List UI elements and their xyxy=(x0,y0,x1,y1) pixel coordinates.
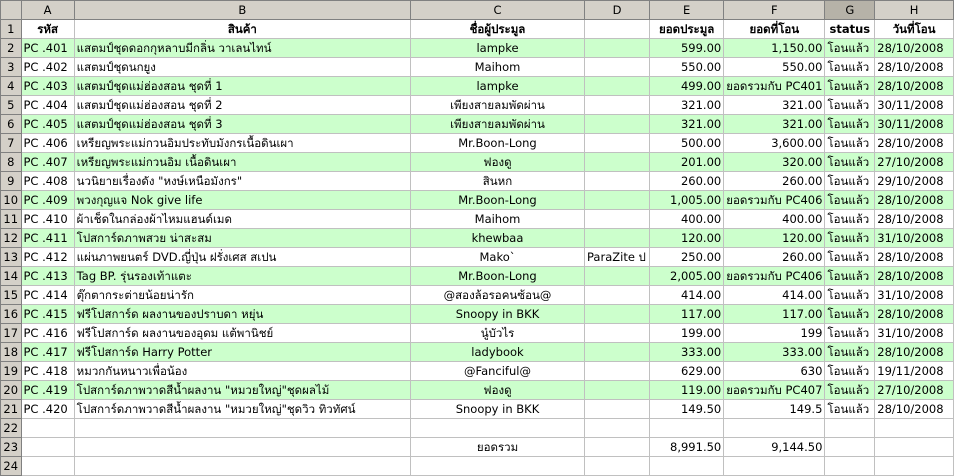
cell-transfer-amount[interactable]: 260.00 xyxy=(724,172,825,191)
cell-transfer-amount[interactable]: 550.00 xyxy=(724,58,825,77)
table-row xyxy=(1,153,954,172)
cell-transfer-date[interactable]: 19/11/2008 xyxy=(875,362,954,381)
cell-transfer-date[interactable]: 28/10/2008 xyxy=(875,77,954,96)
cell-status[interactable]: โอนแล้ว xyxy=(825,400,875,419)
cell-status[interactable]: โอนแล้ว xyxy=(825,115,875,134)
cell-bidder[interactable]: Mako` xyxy=(411,248,585,267)
cell-transfer-amount[interactable]: 630 xyxy=(724,362,825,381)
row-header[interactable]: 20 xyxy=(1,381,22,400)
cell-code[interactable]: PC .417 xyxy=(21,343,74,362)
cell-d[interactable] xyxy=(585,115,650,134)
cell-header-transfer-date[interactable]: วันที่โอน xyxy=(875,20,954,39)
cell-product[interactable]: แสตมป์ชุดนกยูง xyxy=(74,58,410,77)
cell-transfer-amount[interactable]: ยอดรวมกับ PC406 xyxy=(724,191,825,210)
cell-product[interactable]: พวงกุญแจ Nok give life xyxy=(74,191,410,210)
cell-status[interactable]: โอนแล้ว xyxy=(825,134,875,153)
cell-header-code[interactable]: รหัส xyxy=(21,20,74,39)
cell-transfer-date[interactable]: 28/10/2008 xyxy=(875,39,954,58)
cell-status[interactable]: โอนแล้ว xyxy=(825,229,875,248)
cell-transfer-amount[interactable]: 414.00 xyxy=(724,286,825,305)
row-header[interactable]: 10 xyxy=(1,191,22,210)
cell-transfer-amount[interactable]: 333.00 xyxy=(724,343,825,362)
cell-code[interactable] xyxy=(21,438,74,457)
cell-transfer-date[interactable]: 27/10/2008 xyxy=(875,381,954,400)
cell-status[interactable]: โอนแล้ว xyxy=(825,362,875,381)
cell-product[interactable]: โปสการ์ดภาพวาดสีน้ำผลงาน "หมวยใหญ่"ชุดผลไม้ xyxy=(74,381,410,400)
row-header[interactable]: 3 xyxy=(1,58,22,77)
cell-bid-amount[interactable]: 149.50 xyxy=(650,400,724,419)
row-header[interactable]: 12 xyxy=(1,229,22,248)
cell-bid-amount[interactable]: 1,005.00 xyxy=(650,191,724,210)
cell-product[interactable]: เหรียญพระแม่กวนอิมประทับมังกรเนื้อดินเผา xyxy=(74,134,410,153)
cell-header-status[interactable]: status xyxy=(825,20,875,39)
row-header[interactable]: 21 xyxy=(1,400,22,419)
table-row xyxy=(1,77,954,96)
cell-product[interactable]: ฟรีโปสการ์ด Harry Potter xyxy=(74,343,410,362)
cell-transfer-date[interactable]: 31/10/2008 xyxy=(875,286,954,305)
cell-status[interactable]: โอนแล้ว xyxy=(825,153,875,172)
cell-code[interactable] xyxy=(21,457,74,476)
cell-transfer-date[interactable]: 28/10/2008 xyxy=(875,210,954,229)
cell-header-d[interactable] xyxy=(585,20,650,39)
cell-bidder[interactable]: ฟองดู xyxy=(411,153,585,172)
cell-transfer-date[interactable]: 30/11/2008 xyxy=(875,115,954,134)
cell-transfer-date[interactable] xyxy=(875,419,954,438)
column-header-c[interactable]: C xyxy=(411,1,585,20)
cell-code[interactable]: PC .416 xyxy=(21,324,74,343)
row-header[interactable]: 11 xyxy=(1,210,22,229)
cell-transfer-date[interactable]: 28/10/2008 xyxy=(875,248,954,267)
row-header[interactable]: 15 xyxy=(1,286,22,305)
cell-bid-amount[interactable]: 414.00 xyxy=(650,286,724,305)
column-header-a[interactable]: A xyxy=(21,1,74,20)
cell-product[interactable]: หมวกกันหนาวเพื่อน้อง xyxy=(74,362,410,381)
cell-transfer-date[interactable]: 30/11/2008 xyxy=(875,96,954,115)
cell-code[interactable]: PC .404 xyxy=(21,96,74,115)
cell-transfer-amount[interactable]: ยอดรวมกับ PC407 xyxy=(724,381,825,400)
cell-d[interactable] xyxy=(585,77,650,96)
row-header[interactable]: 19 xyxy=(1,362,22,381)
cell-product[interactable] xyxy=(74,419,410,438)
table-row xyxy=(1,191,954,210)
cell-product[interactable]: แสตมป์ชุดดอกกุหลาบมีกลิ่น วาเลนไทน์ xyxy=(74,39,410,58)
cell-d[interactable] xyxy=(585,438,650,457)
cell-bidder[interactable]: ladybook xyxy=(411,343,585,362)
cell-status[interactable]: โอนแล้ว xyxy=(825,191,875,210)
cell-status[interactable]: โอนแล้ว xyxy=(825,77,875,96)
cell-product[interactable]: เหรียญพระแม่กวนอิม เนื้อดินเผา xyxy=(74,153,410,172)
cell-status[interactable] xyxy=(825,419,875,438)
cell-code[interactable]: PC .405 xyxy=(21,115,74,134)
cell-bid-amount[interactable]: 629.00 xyxy=(650,362,724,381)
cell-bid-amount[interactable]: 120.00 xyxy=(650,229,724,248)
cell-product[interactable]: แสตมป์ชุดแม่ฮ่องสอน ชุดที่ 1 xyxy=(74,77,410,96)
cell-bid-amount[interactable]: 8,991.50 xyxy=(650,438,724,457)
cell-code[interactable] xyxy=(21,419,74,438)
cell-bid-amount[interactable]: 599.00 xyxy=(650,39,724,58)
cell-bidder[interactable]: lampke xyxy=(411,39,585,58)
table-row xyxy=(1,305,954,324)
cell-transfer-date[interactable]: 28/10/2008 xyxy=(875,191,954,210)
cell-d[interactable] xyxy=(585,58,650,77)
cell-bid-amount[interactable]: 199.00 xyxy=(650,324,724,343)
cell-bid-amount[interactable]: 321.00 xyxy=(650,96,724,115)
table-row xyxy=(1,267,954,286)
row-header[interactable]: 18 xyxy=(1,343,22,362)
row-header[interactable]: 17 xyxy=(1,324,22,343)
cell-transfer-amount[interactable]: 9,144.50 xyxy=(724,438,825,457)
cell-transfer-date[interactable] xyxy=(875,438,954,457)
row-header[interactable]: 5 xyxy=(1,96,22,115)
cell-product[interactable]: ฟรีโปสการ์ด ผลงานของอุดม แต้พานิชย์ xyxy=(74,324,410,343)
cell-code[interactable]: PC .401 xyxy=(21,39,74,58)
cell-bidder[interactable] xyxy=(411,457,585,476)
cell-bid-amount[interactable]: 2,005.00 xyxy=(650,267,724,286)
cell-transfer-date[interactable]: 31/10/2008 xyxy=(875,324,954,343)
cell-product[interactable] xyxy=(74,457,410,476)
cell-transfer-amount[interactable]: 400.00 xyxy=(724,210,825,229)
cell-d[interactable] xyxy=(585,457,650,476)
cell-transfer-date[interactable]: 29/10/2008 xyxy=(875,172,954,191)
cell-transfer-amount[interactable]: 321.00 xyxy=(724,96,825,115)
cell-transfer-date[interactable]: 28/10/2008 xyxy=(875,267,954,286)
cell-product[interactable]: ฟรีโปสการ์ด ผลงานของปราบดา หยุ่น xyxy=(74,305,410,324)
cell-transfer-date[interactable]: 28/10/2008 xyxy=(875,400,954,419)
table-row xyxy=(1,96,954,115)
cell-bid-amount[interactable]: 500.00 xyxy=(650,134,724,153)
cell-transfer-amount[interactable]: 321.00 xyxy=(724,115,825,134)
cell-product[interactable]: นวนิยายเรื่องดัง "หงษ์เหนือมังกร" xyxy=(74,172,410,191)
row-header[interactable]: 16 xyxy=(1,305,22,324)
cell-bid-amount[interactable]: 321.00 xyxy=(650,115,724,134)
table-row xyxy=(1,381,954,400)
cell-code[interactable]: PC .418 xyxy=(21,362,74,381)
cell-code[interactable]: PC .414 xyxy=(21,286,74,305)
cell-status[interactable]: โอนแล้ว xyxy=(825,172,875,191)
row-header[interactable]: 13 xyxy=(1,248,22,267)
row-header[interactable]: 23 xyxy=(1,438,22,457)
table-row xyxy=(1,134,954,153)
cell-transfer-amount[interactable]: 120.00 xyxy=(724,229,825,248)
cell-header-product[interactable]: สินค้า xyxy=(74,20,410,39)
cell-code[interactable]: PC .412 xyxy=(21,248,74,267)
cell-bid-amount[interactable]: 499.00 xyxy=(650,77,724,96)
cell-code[interactable]: PC .420 xyxy=(21,400,74,419)
cell-d[interactable]: ParaZite ป xyxy=(585,248,650,267)
column-header-h[interactable]: H xyxy=(875,1,954,20)
cell-code[interactable]: PC .411 xyxy=(21,229,74,248)
cell-bidder[interactable]: Snoopy in BKK xyxy=(411,305,585,324)
cell-bidder[interactable]: Mr.Boon-Long xyxy=(411,134,585,153)
cell-bid-amount[interactable]: 119.00 xyxy=(650,381,724,400)
cell-d[interactable] xyxy=(585,134,650,153)
cell-status[interactable]: โอนแล้ว xyxy=(825,324,875,343)
cell-d[interactable] xyxy=(585,267,650,286)
cell-status[interactable]: โอนแล้ว xyxy=(825,343,875,362)
cell-bidder[interactable]: Snoopy in BKK xyxy=(411,400,585,419)
column-header-d[interactable]: D xyxy=(585,1,650,20)
cell-transfer-amount[interactable]: ยอดรวมกับ PC401 xyxy=(724,77,825,96)
cell-bidder[interactable]: ยอดรวม xyxy=(411,438,585,457)
select-all-corner[interactable] xyxy=(1,1,22,20)
table-row xyxy=(1,210,954,229)
cell-d[interactable] xyxy=(585,172,650,191)
column-header-f[interactable]: F xyxy=(724,1,825,20)
cell-bid-amount[interactable] xyxy=(650,419,724,438)
table-row xyxy=(1,400,954,419)
cell-bid-amount[interactable]: 260.00 xyxy=(650,172,724,191)
row-header[interactable]: 14 xyxy=(1,267,22,286)
row-header[interactable]: 8 xyxy=(1,153,22,172)
cell-status[interactable] xyxy=(825,457,875,476)
cell-d[interactable] xyxy=(585,362,650,381)
cell-bidder[interactable]: นู๋บัวไร xyxy=(411,324,585,343)
cell-transfer-amount[interactable]: 149.5 xyxy=(724,400,825,419)
cell-status[interactable]: โอนแล้ว xyxy=(825,210,875,229)
cell-status[interactable]: โอนแล้ว xyxy=(825,248,875,267)
row-header[interactable]: 9 xyxy=(1,172,22,191)
cell-status[interactable]: โอนแล้ว xyxy=(825,267,875,286)
cell-d[interactable] xyxy=(585,343,650,362)
cell-status[interactable]: โอนแล้ว xyxy=(825,58,875,77)
cell-header-bidder[interactable]: ชื่อผู้ประมูล xyxy=(411,20,585,39)
table-row xyxy=(1,229,954,248)
row-header[interactable]: 1 xyxy=(1,20,22,39)
cell-transfer-date[interactable] xyxy=(875,457,954,476)
cell-code[interactable]: PC .419 xyxy=(21,381,74,400)
table-row xyxy=(1,324,954,343)
table-row xyxy=(1,58,954,77)
cell-code[interactable]: PC .402 xyxy=(21,58,74,77)
cell-bidder[interactable]: @Fanciful@ xyxy=(411,362,585,381)
cell-d[interactable] xyxy=(585,191,650,210)
cell-d[interactable] xyxy=(585,229,650,248)
cell-transfer-amount[interactable]: 320.00 xyxy=(724,153,825,172)
cell-product[interactable]: โปสการ์ดภาพวาดสีน้ำผลงาน "หมวยใหญ่"ชุดวิว ทิวทัศน์ xyxy=(74,400,410,419)
cell-status[interactable]: โอนแล้ว xyxy=(825,39,875,58)
table-row xyxy=(1,438,954,457)
cell-code[interactable]: PC .407 xyxy=(21,153,74,172)
cell-d[interactable] xyxy=(585,324,650,343)
cell-bidder[interactable]: @สองล้อรอคนซ้อน@ xyxy=(411,286,585,305)
column-header-row xyxy=(1,1,954,20)
cell-bid-amount[interactable]: 250.00 xyxy=(650,248,724,267)
cell-bid-amount[interactable]: 117.00 xyxy=(650,305,724,324)
cell-transfer-date[interactable]: 28/10/2008 xyxy=(875,305,954,324)
cell-transfer-date[interactable]: 28/10/2008 xyxy=(875,343,954,362)
row-header[interactable]: 22 xyxy=(1,419,22,438)
cell-transfer-amount[interactable]: 3,600.00 xyxy=(724,134,825,153)
cell-bidder[interactable]: เพียงสายลมพัดผ่าน xyxy=(411,96,585,115)
cell-bidder[interactable]: Maihom xyxy=(411,58,585,77)
cell-transfer-date[interactable]: 28/10/2008 xyxy=(875,58,954,77)
cell-bidder[interactable] xyxy=(411,419,585,438)
row-header[interactable]: 24 xyxy=(1,457,22,476)
cell-product[interactable] xyxy=(74,438,410,457)
cell-product[interactable]: Tag BP. รุ่นรองเท้าแตะ xyxy=(74,267,410,286)
cell-transfer-date[interactable]: 27/10/2008 xyxy=(875,153,954,172)
cell-code[interactable]: PC .410 xyxy=(21,210,74,229)
cell-bidder[interactable]: Maihom xyxy=(411,210,585,229)
cell-d[interactable] xyxy=(585,96,650,115)
table-row xyxy=(1,115,954,134)
cell-status[interactable]: โอนแล้ว xyxy=(825,286,875,305)
cell-transfer-date[interactable]: 28/10/2008 xyxy=(875,134,954,153)
cell-product[interactable]: แสตมป์ชุดแม่ฮ่องสอน ชุดที่ 3 xyxy=(74,115,410,134)
table-row xyxy=(1,457,954,476)
table-row xyxy=(1,286,954,305)
cell-bid-amount[interactable]: 201.00 xyxy=(650,153,724,172)
cell-bid-amount[interactable] xyxy=(650,457,724,476)
cell-code[interactable]: PC .403 xyxy=(21,77,74,96)
cell-bid-amount[interactable]: 400.00 xyxy=(650,210,724,229)
row-header[interactable]: 4 xyxy=(1,77,22,96)
cell-d[interactable] xyxy=(585,153,650,172)
cell-bid-amount[interactable]: 333.00 xyxy=(650,343,724,362)
cell-transfer-amount[interactable]: 260.00 xyxy=(724,248,825,267)
row-header[interactable]: 6 xyxy=(1,115,22,134)
cell-product[interactable]: ตุ๊กตากระต่ายน้อยน่ารัก xyxy=(74,286,410,305)
row-header[interactable]: 2 xyxy=(1,39,22,58)
cell-product[interactable]: แสตมป์ชุดแม่ฮ่องสอน ชุดที่ 2 xyxy=(74,96,410,115)
column-header-b[interactable]: B xyxy=(74,1,410,20)
cell-bidder[interactable]: khewbaa xyxy=(411,229,585,248)
cell-transfer-amount[interactable]: ยอดรวมกับ PC406 xyxy=(724,267,825,286)
cell-code[interactable]: PC .409 xyxy=(21,191,74,210)
cell-code[interactable]: PC .406 xyxy=(21,134,74,153)
table-row xyxy=(1,419,954,438)
cell-status[interactable]: โอนแล้ว xyxy=(825,305,875,324)
cell-transfer-amount[interactable]: 1,150.00 xyxy=(724,39,825,58)
table-row xyxy=(1,343,954,362)
cell-code[interactable]: PC .413 xyxy=(21,267,74,286)
column-header-g[interactable]: G xyxy=(825,1,875,20)
cell-product[interactable]: ผ้าเช็ดในกล่องผ้าไหมแฮนด์เมด xyxy=(74,210,410,229)
cell-transfer-amount[interactable]: 117.00 xyxy=(724,305,825,324)
table-row xyxy=(1,39,954,58)
cell-d[interactable] xyxy=(585,39,650,58)
cell-header-transfer-amount[interactable]: ยอดที่โอน xyxy=(724,20,825,39)
cell-d[interactable] xyxy=(585,286,650,305)
cell-bidder[interactable]: Mr.Boon-Long xyxy=(411,191,585,210)
cell-bidder[interactable]: เพียงสายลมพัดผ่าน xyxy=(411,115,585,134)
header-row xyxy=(1,20,954,39)
table-row xyxy=(1,248,954,267)
cell-bid-amount[interactable]: 550.00 xyxy=(650,58,724,77)
cell-header-bid-amount[interactable]: ยอดประมูล xyxy=(650,20,724,39)
cell-status[interactable]: โอนแล้ว xyxy=(825,381,875,400)
cell-transfer-amount[interactable] xyxy=(724,457,825,476)
table-row xyxy=(1,362,954,381)
cell-d[interactable] xyxy=(585,400,650,419)
cell-product[interactable]: แผ่นภาพยนตร์ DVD.ญี่ปุ่น ฝรั่งเศส สเปน xyxy=(74,248,410,267)
cell-d[interactable] xyxy=(585,381,650,400)
cell-d[interactable] xyxy=(585,305,650,324)
cell-status[interactable]: โอนแล้ว xyxy=(825,96,875,115)
cell-transfer-amount[interactable]: 199 xyxy=(724,324,825,343)
cell-bidder[interactable]: lampke xyxy=(411,77,585,96)
cell-product[interactable]: โปสการ์ดภาพสวย น่าสะสม xyxy=(74,229,410,248)
cell-d[interactable] xyxy=(585,419,650,438)
cell-transfer-amount[interactable] xyxy=(724,419,825,438)
cell-status[interactable] xyxy=(825,438,875,457)
column-header-e[interactable]: E xyxy=(650,1,724,20)
cell-transfer-date[interactable]: 31/10/2008 xyxy=(875,229,954,248)
cell-bidder[interactable]: ฟองดู xyxy=(411,381,585,400)
cell-bidder[interactable]: Mr.Boon-Long xyxy=(411,267,585,286)
cell-code[interactable]: PC .408 xyxy=(21,172,74,191)
table-row xyxy=(1,172,954,191)
cell-bidder[interactable]: สินหก xyxy=(411,172,585,191)
cell-d[interactable] xyxy=(585,210,650,229)
row-header[interactable]: 7 xyxy=(1,134,22,153)
cell-code[interactable]: PC .415 xyxy=(21,305,74,324)
